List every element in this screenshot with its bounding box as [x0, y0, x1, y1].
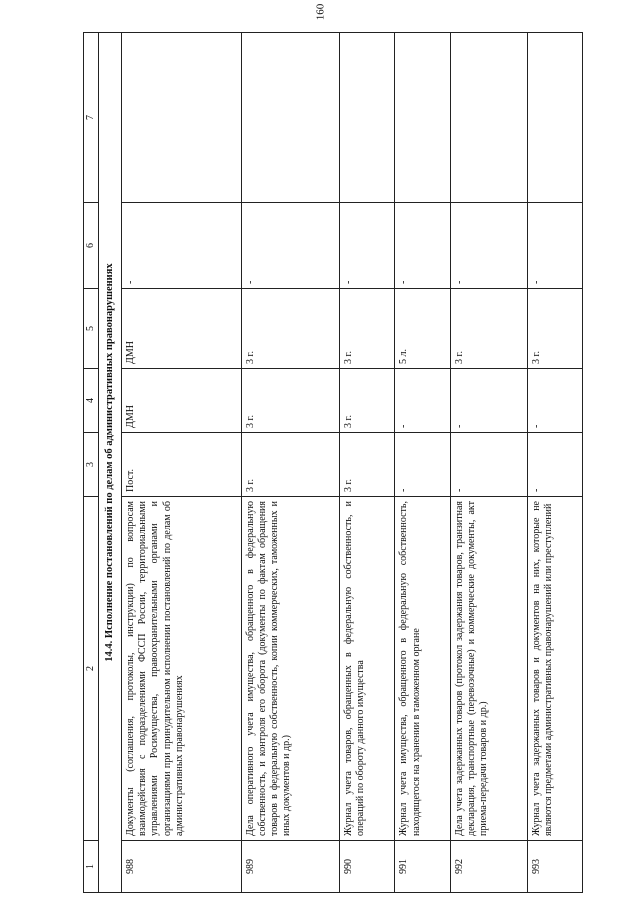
retention-col-5: 3 г. — [527, 289, 582, 369]
article-number: 988 — [122, 841, 242, 893]
column-number: 2 — [84, 497, 99, 841]
notes-cell — [241, 33, 339, 203]
retention-col-4: ДМН — [122, 369, 242, 433]
records-retention-table — [83, 32, 583, 893]
table-row — [241, 33, 339, 893]
retention-col-4: 3 г. — [241, 369, 339, 433]
retention-col-5: 3 г. — [340, 289, 395, 369]
article-number: 990 — [340, 841, 395, 893]
notes-cell — [122, 33, 242, 203]
table-row — [395, 33, 450, 893]
notes-cell — [450, 33, 527, 203]
retention-col-6: - — [122, 203, 242, 289]
section-title: 14.4. Исполнение постановлений по делам об административных правонарушениях — [99, 33, 122, 893]
document-description: Дела учета задержанных товаров (протокол задержания товаров, транзитная декларация, транспортные (перевозочные) и коммерческие документы, акт приема-передачи товаров и др.) — [450, 497, 527, 841]
column-number: 4 — [84, 369, 99, 433]
retention-col-4: - — [527, 369, 582, 433]
retention-col-3: - — [395, 433, 450, 497]
document-description: Журнал учета товаров, обращенных в федеральную собственность, и операций по обороту данного имущества — [340, 497, 395, 841]
retention-col-4: 3 г. — [340, 369, 395, 433]
table-row — [340, 33, 395, 893]
article-number: 992 — [450, 841, 527, 893]
article-number: 989 — [241, 841, 339, 893]
retention-col-3: 3 г. — [241, 433, 339, 497]
retention-col-3: 3 г. — [340, 433, 395, 497]
retention-col-6: - — [395, 203, 450, 289]
column-number: 5 — [84, 289, 99, 369]
retention-col-5: 5 л. — [395, 289, 450, 369]
document-description: Документы (соглашения, протоколы, инструкции) по вопросам взаимодействия с подразделениями ФССП России, территориальными управлениями Росимущества, правоохранительными органами и организациями при принудительном исполнении постановлений по делам об административных правонарушениях — [122, 497, 242, 841]
page-number: 160 — [314, 3, 326, 21]
document-description: Журнал учета имущества, обращенного в федеральную собственность, находящегося на хранении в таможенном органе — [395, 497, 450, 841]
document-description: Дела оперативного учета имущества, обращенного в федеральную собственность, и контроля его оборота (документы по фактам обращения товаров в федеральную собственность, копии коммерческих, таможенных и иных документов и др.) — [241, 497, 339, 841]
retention-col-6: - — [340, 203, 395, 289]
retention-col-6: - — [241, 203, 339, 289]
section-heading-row — [99, 33, 122, 893]
notes-cell — [395, 33, 450, 203]
column-number: 3 — [84, 433, 99, 497]
retention-col-5: 3 г. — [241, 289, 339, 369]
retention-col-6: - — [450, 203, 527, 289]
column-number: 7 — [84, 33, 99, 203]
article-number: 993 — [527, 841, 582, 893]
table-row — [450, 33, 527, 893]
notes-cell — [340, 33, 395, 203]
column-number: 1 — [84, 841, 99, 893]
retention-col-5: 3 г. — [450, 289, 527, 369]
retention-col-6: - — [527, 203, 582, 289]
retention-col-5: ДМН — [122, 289, 242, 369]
table-row — [122, 33, 242, 893]
retention-col-4: - — [450, 369, 527, 433]
retention-col-3: - — [527, 433, 582, 497]
column-number: 6 — [84, 203, 99, 289]
article-number: 991 — [395, 841, 450, 893]
column-number-row — [84, 33, 99, 893]
document-table-wrapper — [83, 33, 583, 893]
retention-col-3: Пост. — [122, 433, 242, 497]
table-row — [527, 33, 582, 893]
document-description: Журнал учета задержанных товаров и документов на них, которые не являются предметами административных правонарушений или преступлений — [527, 497, 582, 841]
notes-cell — [527, 33, 582, 203]
retention-col-4: - — [395, 369, 450, 433]
retention-col-3: - — [450, 433, 527, 497]
